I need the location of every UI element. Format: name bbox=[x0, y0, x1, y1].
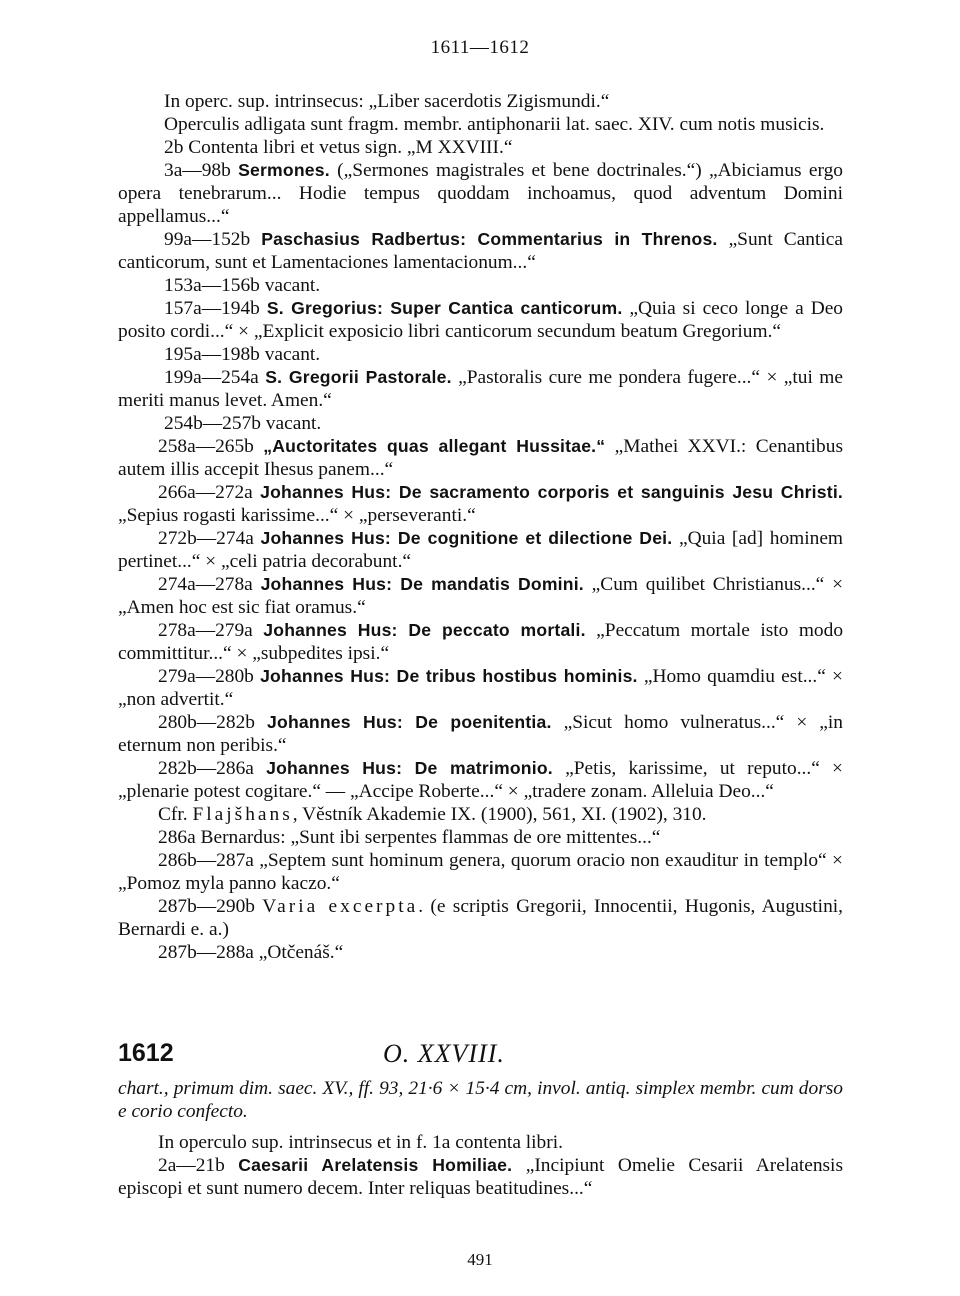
paragraph: 99a—152b Paschasius Radbertus: Commentarius in Threnos. „Sunt Cantica canticorum, sunt et Lamentaciones lamentacionum...“ bbox=[118, 229, 843, 273]
paragraph: Operculis adligata sunt fragm. membr. antiphonarii lat. saec. XIV. cum notis musicis. bbox=[164, 114, 825, 135]
entry-1612-description bbox=[118, 1077, 843, 1200]
entry-number: 1612 bbox=[118, 1039, 174, 1067]
paragraph: 3a—98b Sermones. („Sermones magistrales et bene doctrinales.“) „Abiciamus ergo opera tenebrarum... Hodie tempus quoddam inchoamus, quod adventum Domini appellamus...“ bbox=[118, 160, 843, 227]
paragraph: 199a—254a S. Gregorii Pastorale. „Pastoralis cure me pondera fugere...“ × „tui me meriti manus levet. Amen.“ bbox=[118, 367, 843, 411]
paragraph: 274a—278a Johannes Hus: De mandatis Domini. „Cum quilibet Christianus...“ × „Amen hoc est sic fiat oramus.“ bbox=[118, 574, 844, 618]
paragraph: 286a Bernardus: „Sunt ibi serpentes flammas de ore mittentes...“ bbox=[158, 827, 661, 848]
paragraph: 157a—194b S. Gregorius: Super Cantica canticorum. „Quia si ceco longe a Deo posito cordi...“ × „Explicit exposicio libri canticorum secundum beatum Gregorium.“ bbox=[118, 298, 843, 342]
paragraph: 2b Contenta libri et vetus sign. „M XXVIII.“ bbox=[164, 137, 513, 158]
paragraph: 287b—288a „Otčenáš.“ bbox=[158, 942, 344, 963]
paragraph: 279a—280b Johannes Hus: De tribus hostibus hominis. „Homo quamdiu est...“ × „non advertit.“ bbox=[118, 666, 843, 710]
paragraph: 278a—279a Johannes Hus: De peccato mortali. „Peccatum mortale isto modo committitur...“ × „subpedites ipsi.“ bbox=[118, 620, 844, 664]
paragraph: Cfr. Flajšhans, Věstník Akademie IX. (1900), 561, XI. (1902), 310. bbox=[158, 804, 707, 825]
entry-1611-contents bbox=[118, 90, 843, 964]
paragraph: 2a—21b Caesarii Arelatensis Homiliae. „Incipiunt Omelie Cesarii Arelatensis episcopi et sunt numero decem. Inter reliquas beatitudines...“ bbox=[118, 1155, 843, 1199]
physical-description: chart., primum dim. saec. XV., ff. 93, 21·6 × 15·4 cm, invol. antiq. simplex membr. cum dorso e corio confecto. bbox=[118, 1078, 843, 1122]
paragraph: 282b—286a Johannes Hus: De matrimonio. „Petis, karissime, ut reputo...“ × „plenarie potest cogitare.“ — „Accipe Roberte...“ × „tradere zonam. Alleluia Deo...“ bbox=[118, 758, 843, 802]
paragraph: 286b—287a „Septem sunt hominum genera, quorum oracio non exauditur in templo“ × „Pomoz myla panno kaczo.“ bbox=[118, 850, 843, 894]
paragraph: In operculo sup. intrinsecus et in f. 1a contenta libri. bbox=[158, 1132, 563, 1153]
running-head: 1611—1612 bbox=[430, 37, 530, 58]
shelfmark: O. XXVIII. bbox=[383, 1039, 505, 1068]
paragraph: In operc. sup. intrinsecus: „Liber sacerdotis Zigismundi.“ bbox=[164, 91, 610, 112]
paragraph: 287b—290b Varia excerpta. (e scriptis Gregorii, Innocentii, Hugonis, Augustini, Bernardi e. a.) bbox=[118, 896, 843, 940]
entry-heading bbox=[118, 1039, 843, 1074]
paragraph: 153a—156b vacant. bbox=[164, 275, 321, 296]
paragraph: 258a—265b „Auctoritates quas allegant Hussitae.“ „Mathei XXVI.: Cenantibus autem illis accepit Ihesus panem...“ bbox=[118, 436, 843, 480]
page-number: 491 bbox=[467, 1250, 493, 1269]
paragraph: 195a—198b vacant. bbox=[164, 344, 321, 365]
paragraph: 280b—282b Johannes Hus: De poenitentia. „Sicut homo vulneratus...“ × „in eternum non peribis.“ bbox=[118, 712, 844, 756]
paragraph: 266a—272a Johannes Hus: De sacramento corporis et sanguinis Jesu Christi. „Sepius rogasti karissime...“ × „perseveranti.“ bbox=[118, 482, 843, 526]
paragraph: 254b—257b vacant. bbox=[164, 413, 322, 434]
paragraph: 272b—274a Johannes Hus: De cognitione et dilectione Dei. „Quia [ad] hominem pertinet...“ × „celi patria decorabunt.“ bbox=[118, 528, 844, 572]
